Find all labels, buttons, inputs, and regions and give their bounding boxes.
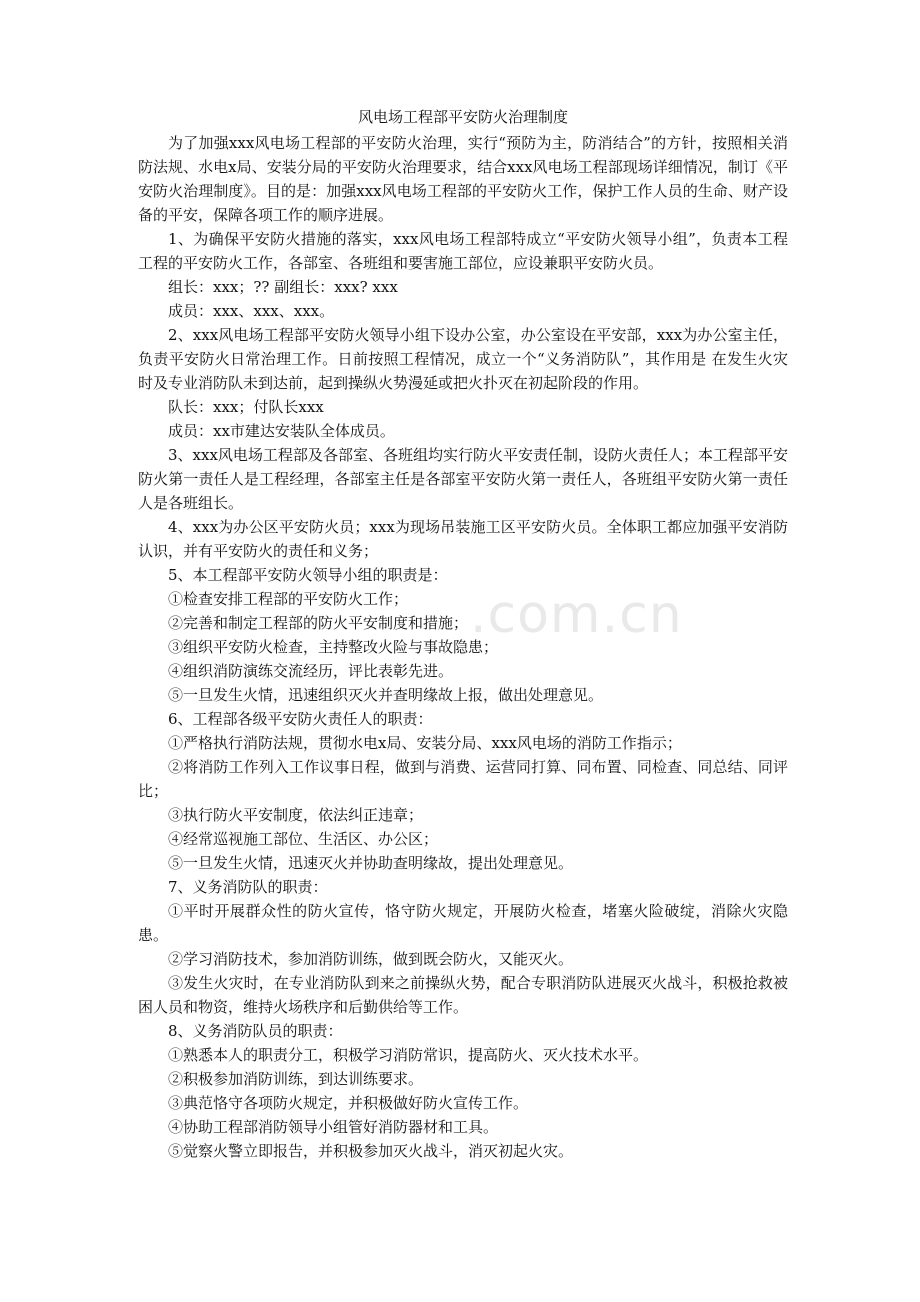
- section-6-heading: 6、工程部各级平安防火责任人的职责：: [168, 710, 433, 728]
- section-5-item: ④组织消防演练交流经历，评比表彰先进。: [168, 662, 454, 680]
- section-7-item: ②学习消防技术，参加消防训练，做到既会防火，又能灭火。: [168, 950, 574, 968]
- document-title: 风电场工程部平安防火治理制度: [357, 108, 568, 126]
- section-6-item: ②将消防工作列入工作议事日程，做到与消费、运营同打算、同布置、同检查、同总结、同评比；: [138, 758, 788, 800]
- document-body: [138, 105, 788, 1163]
- watermark-text: .com.cn: [470, 585, 683, 645]
- group-leader-line: 组长：xxx；?? 副组长：xxx? xxx: [168, 278, 398, 296]
- section-6-item: ③执行防火平安制度，依法纠正违章；: [168, 806, 424, 824]
- section-6-item: ④经常巡视施工部位、生活区、办公区；: [168, 830, 439, 848]
- section-7-heading: 7、义务消防队的职责：: [168, 878, 328, 896]
- section-8-item: ②积极参加消防训练，到达训练要求。: [168, 1070, 424, 1088]
- section-5-heading: 5、本工程部平安防火领导小组的职责是：: [168, 566, 448, 584]
- section-7-item: ①平时开展群众性的防火宣传，恪守防火规定，开展防火检查，堵塞火险破绽，消除火灾隐患。: [138, 902, 788, 944]
- section-8-item: ⑤觉察火警立即报告，并积极参加灭火战斗，消灭初起火灾。: [168, 1142, 574, 1160]
- team-members-line: 成员：xx市建达安装队全体成员。: [168, 422, 395, 440]
- section-2-paragraph: 2、xxx风电场工程部平安防火领导小组下设办公室，办公室设在平安部，xxx为办公室主任，负责平安防火日常治理工作。日前按照工程情况，成立一个“义务消防队”，其作用是 在发生火灾时及专业消防队未到达前，起到操纵火势漫延或把火扑灭在初起阶段的作用。: [138, 326, 788, 392]
- section-1-paragraph: 1、为确保平安防火措施的落实，xxx风电场工程部特成立“平安防火领导小组”，负责本工程工程的平安防火工作，各部室、各班组和要害施工部位，应设兼职平安防火员。: [138, 230, 788, 272]
- section-8-item: ①熟悉本人的职责分工，积极学习消防常识，提高防火、灭火技术水平。: [168, 1046, 649, 1064]
- section-8-item: ③典范恪守各项防火规定，并积极做好防火宣传工作。: [168, 1094, 529, 1112]
- section-8-heading: 8、义务消防队员的职责：: [168, 1022, 343, 1040]
- section-3-paragraph: 3、xxx风电场工程部及各部室、各班组均实行防火平安责任制，设防火责任人；本工程部平安防火第一责任人是工程经理，各部室主任是各部室平安防火第一责任人，各班组平安防火第一责任人是各班组长。: [138, 446, 788, 512]
- section-7-item: ③发生火灾时，在专业消防队到来之前操纵火势，配合专职消防队进展灭火战斗，积极抢救被困人员和物资，维持火场秩序和后勤供给等工作。: [138, 974, 788, 1016]
- section-6-item: ⑤一旦发生火情，迅速灭火并协助查明缘故，提出处理意见。: [168, 854, 574, 872]
- section-5-item: ①检查安排工程部的平安防火工作；: [168, 590, 409, 608]
- section-5-item: ②完善和制定工程部的防火平安制度和措施；: [168, 614, 469, 632]
- intro-paragraph: 为了加强xxx风电场工程部的平安防火治理，实行“预防为主，防消结合”的方针，按照相关消防法规、水电x局、安装分局的平安防火治理要求，结合xxx风电场工程部现场详细情况，制订《平安防火治理制度》。目的是：加强xxx风电场工程部的平安防火工作，保护工作人员的生命、财产设备的平安，保障各项工作的顺序进展。: [138, 134, 788, 224]
- section-6-item: ①严格执行消防法规，贯彻水电x局、安装分局、xxx风电场的消防工作指示；: [168, 734, 682, 752]
- section-5-item: ⑤一旦发生火情，迅速组织灭火并查明缘故上报，做出处理意见。: [168, 686, 604, 704]
- section-8-item: ④协助工程部消防领导小组管好消防器材和工具。: [168, 1118, 499, 1136]
- section-5-item: ③组织平安防火检查，主持整改火险与事故隐患；: [168, 638, 499, 656]
- group-members-line: 成员：xxx、xxx、xxx。: [168, 302, 335, 320]
- team-leader-line: 队长：xxx；付队长xxx: [168, 398, 324, 416]
- section-4-paragraph: 4、xxx为办公区平安防火员；xxx为现场吊装施工区平安防火员。全体职工都应加强平安消防认识，并有平安防火的责任和义务；: [138, 518, 788, 560]
